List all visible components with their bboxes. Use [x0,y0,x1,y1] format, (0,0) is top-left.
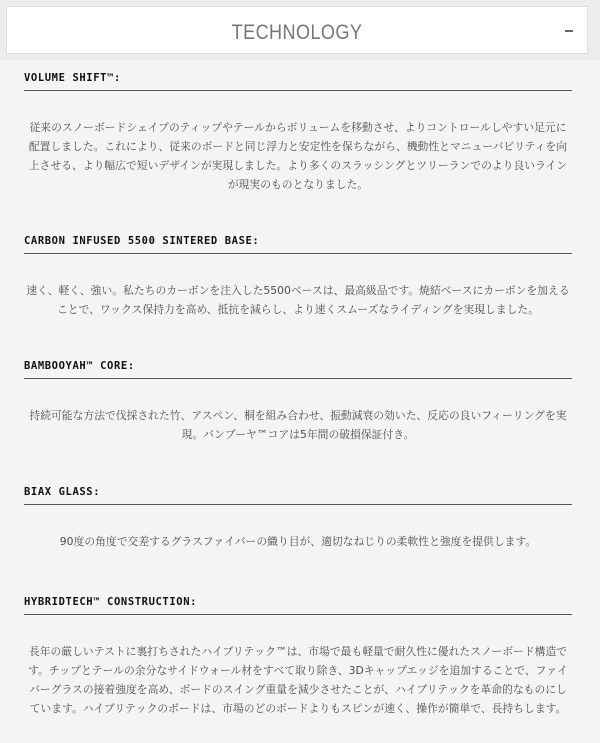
technology-section-carbon-base [24,235,572,319]
collapse-button[interactable] [561,23,577,39]
technology-section-volume-shift [24,72,572,194]
section-title: BIAX GLASS: [24,486,572,505]
section-title: VOLUME SHIFT™: [24,72,572,91]
page-title: TECHNOLOGY [231,21,363,44]
section-description: 長年の厳しいテストに裏打ちされたハイブリテック™は、市場で最も軽量で耐久性に優れたスノーボード構造です。チップとテールの余分なサイドウォール材をすべて取り除き、3Dキャップエッジを追加することで、ファイバーグラスの接着強度を高め、ボードのスイング重量を減少させたことが、ハイブリテックを革命的なものにしています。ハイブリテックのボードは、市場のどのボードよりもスピンが速く、操作が簡単で、長持ちします。 [28,645,568,715]
section-title: CARBON INFUSED 5500 SINTERED BASE: [24,235,572,254]
section-description: 90度の角度で交差するグラスファイバーの織り目が、適切なねじりの柔軟性と強度を提供します。 [59,535,537,548]
technology-section-biax-glass [24,486,572,551]
minus-icon [565,30,573,32]
technology-section-core [24,360,572,444]
section-description: 速く、軽く、強い。私たちのカーボンを注入した5500ベースは、最高級品です。焼結ベースにカーボンを加えることで、ワックス保持力を高め、抵抗を減らし、より速くスムーズなライディングを実現しました。 [26,284,570,316]
section-header [0,0,600,60]
section-header-card[interactable] [6,6,588,54]
technology-section-hybridtech [24,596,572,718]
section-description: 従来のスノーボードシェイプのティップやテールからボリュームを移動させ、よりコントロールしやすい足元に配置しました。これにより、従来のボードと同じ浮力と安定性を保ちながら、機動性とマニューバビリティを向上させる、より幅広で短いデザインが実現しました。より多くのスラッシングとツリーランでのより良いラインが現実のものとなりました。 [28,121,568,191]
section-description: 持続可能な方法で伐採された竹、アスペン、桐を組み合わせ、振動減衰の効いた、反応の良いフィーリングを実現。バンブーヤ™コアは5年間の破損保証付き。 [29,409,567,441]
section-title: BAMBOOYAH™ CORE: [24,360,572,379]
section-title: HYBRIDTECH™ CONSTRUCTION: [24,596,572,615]
